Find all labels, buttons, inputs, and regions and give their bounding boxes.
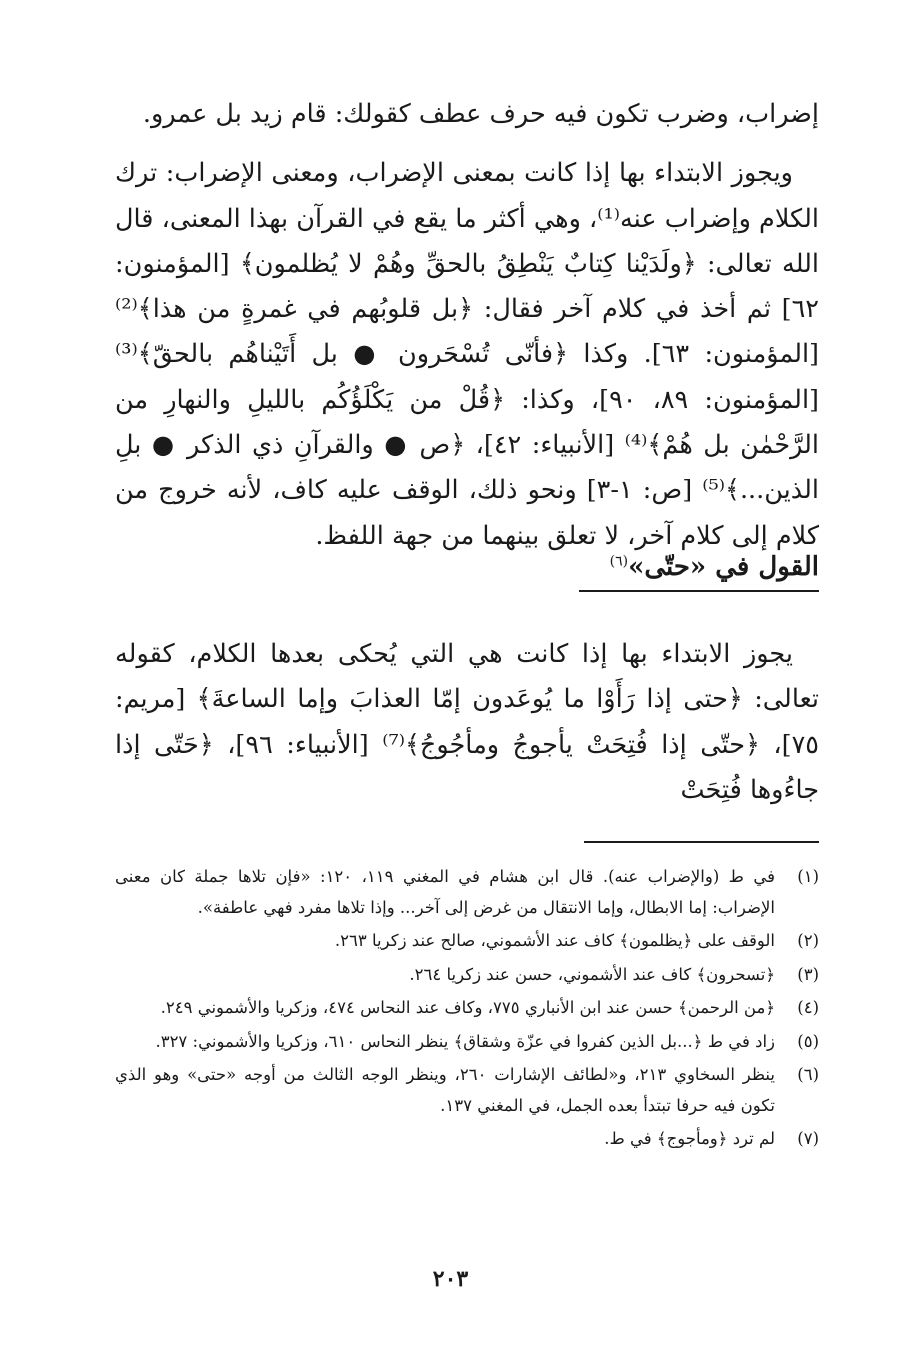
footnote-item bbox=[115, 960, 819, 991]
footnote-number: (٢) bbox=[797, 931, 819, 950]
footnote-text: ﴿تسحرون﴾ كاف عند الأشموني، حسن عند زكريا ٢٦٤. bbox=[409, 964, 775, 984]
paragraph-hatta bbox=[115, 632, 819, 813]
footnote-item bbox=[115, 862, 819, 923]
section-heading-note-ref: (٦) bbox=[609, 553, 629, 570]
footnote-text: في ط (والإضراب عنه). قال ابن هشام في المغني ١١٩، ١٢٠: «فإن تلاها جملة كان معنى الإضراب: إما الابطال، وإما الانتقال من غرض إلى آخر... وإذا تلاها مفرد فهي عاطفة». bbox=[115, 867, 776, 917]
main-text bbox=[115, 92, 819, 559]
paragraph-idrab bbox=[115, 151, 819, 559]
section-heading-underline bbox=[579, 552, 819, 592]
footnote-item bbox=[115, 1060, 819, 1121]
footnote-item bbox=[115, 1124, 819, 1155]
footnote-text: ﴿من الرحمن﴾ حسن عند ابن الأنباري ٧٧٥، وكاف عند النحاس ٤٧٤، وزكريا والأشموني ٢٤٩. bbox=[160, 998, 775, 1017]
footnote-item bbox=[115, 993, 819, 1024]
paragraph-hatta-text: يجوز الابتداء بها إذا كانت هي التي يُحكى بعدها الكلام، كقوله تعالى: ﴿حتى إذا رَأَوْا ما يُوعَدون إمّا العذابَ وإما الساعةَ﴾ [مريم: ٧٥]، ﴿حتّى إذا فُتِحَتْ يأجوجُ ومأجُوجُ﴾⁽⁷⁾ [الأنبياء: ٩٦]، ﴿حَتّى إذا جاءُوها فُتِحَتْ bbox=[115, 639, 819, 805]
footnote-separator bbox=[584, 841, 819, 843]
footnote-number: (٥) bbox=[797, 1031, 819, 1051]
footnote-number: (١) bbox=[797, 867, 819, 886]
paragraph-continuation: إضراب، وضرب تكون فيه حرف عطف كقولك: قام زيد بل عمرو. bbox=[142, 99, 819, 129]
section-text bbox=[115, 632, 819, 813]
page-number: ٢٠٣ bbox=[432, 1266, 469, 1292]
section-heading bbox=[610, 552, 819, 582]
footnote-number: (٧) bbox=[797, 1129, 819, 1148]
footnote-number: (٣) bbox=[797, 964, 819, 984]
footnote-text: لم ترد ﴿ومأجوج﴾ في ط. bbox=[604, 1129, 775, 1148]
section-heading-title: القول في «حتّى» bbox=[628, 552, 819, 582]
footnote-number: (٤) bbox=[797, 998, 819, 1017]
footnote-item bbox=[115, 926, 819, 957]
footnotes bbox=[115, 862, 819, 1158]
footnote-text: زاد في ط ﴿...بل الذين كفروا في عزّة وشقاق﴾ ينظر النحاس ٦١٠، وزكريا والأشموني: ٣٢٧. bbox=[155, 1031, 775, 1051]
footnote-text: ينظر السخاوي ٢١٣، و«لطائف الإشارات ٢٦٠، وينظر الوجه الثالث من أوجه «حتى» وهو الذي تكون فيه حرفا تبتدأ بعده الجمل، في المغني ١٣٧. bbox=[115, 1065, 775, 1115]
footnote-text: الوقف على ﴿يظلمون﴾ كاف عند الأشموني، صالح عند زكريا ٢٦٣. bbox=[334, 931, 775, 950]
paragraph-idrab-text: ويجوز الابتداء بها إذا كانت بمعنى الإضراب، ومعنى الإضراب: ترك الكلام وإضراب عنه⁽¹⁾، وهي أكثر ما يقع في القرآن بهذا المعنى، قال الله تعالى: ﴿ولَدَيْنا كِتابٌ يَنْطِقُ بالحقِّ وهُمْ لا يُظلمون﴾ [المؤمنون: ٦٢] ثم أخذ في كلام آخر فقال: ﴿بل قلوبُهم في غمرةٍ من هذا﴾⁽²⁾ [المؤمنون: ٦٣]. وكذا ﴿فأنّى تُسْحَرون ● بل أَتَيْناهُم بالحقّ﴾⁽³⁾ [المؤمنون: ٨٩، ٩٠]، وكذا: ﴿قُلْ من يَكْلَؤُكُم بالليلِ والنهارِ من الرَّحْمٰن بل هُمْ﴾⁽⁴⁾ [الأنبياء: ٤٢]، ﴿ص ● والقرآنِ ذي الذكر ● بلِ الذين...﴾⁽⁵⁾ [ص: ١-٣] ونحو ذلك، الوقف عليه كاف، لأنه خروج من كلام إلى كلام آخر، لا تعلق بينهما من جهة اللفظ. bbox=[115, 158, 820, 551]
footnote-item bbox=[115, 1027, 819, 1058]
footnote-number: (٦) bbox=[797, 1065, 819, 1084]
